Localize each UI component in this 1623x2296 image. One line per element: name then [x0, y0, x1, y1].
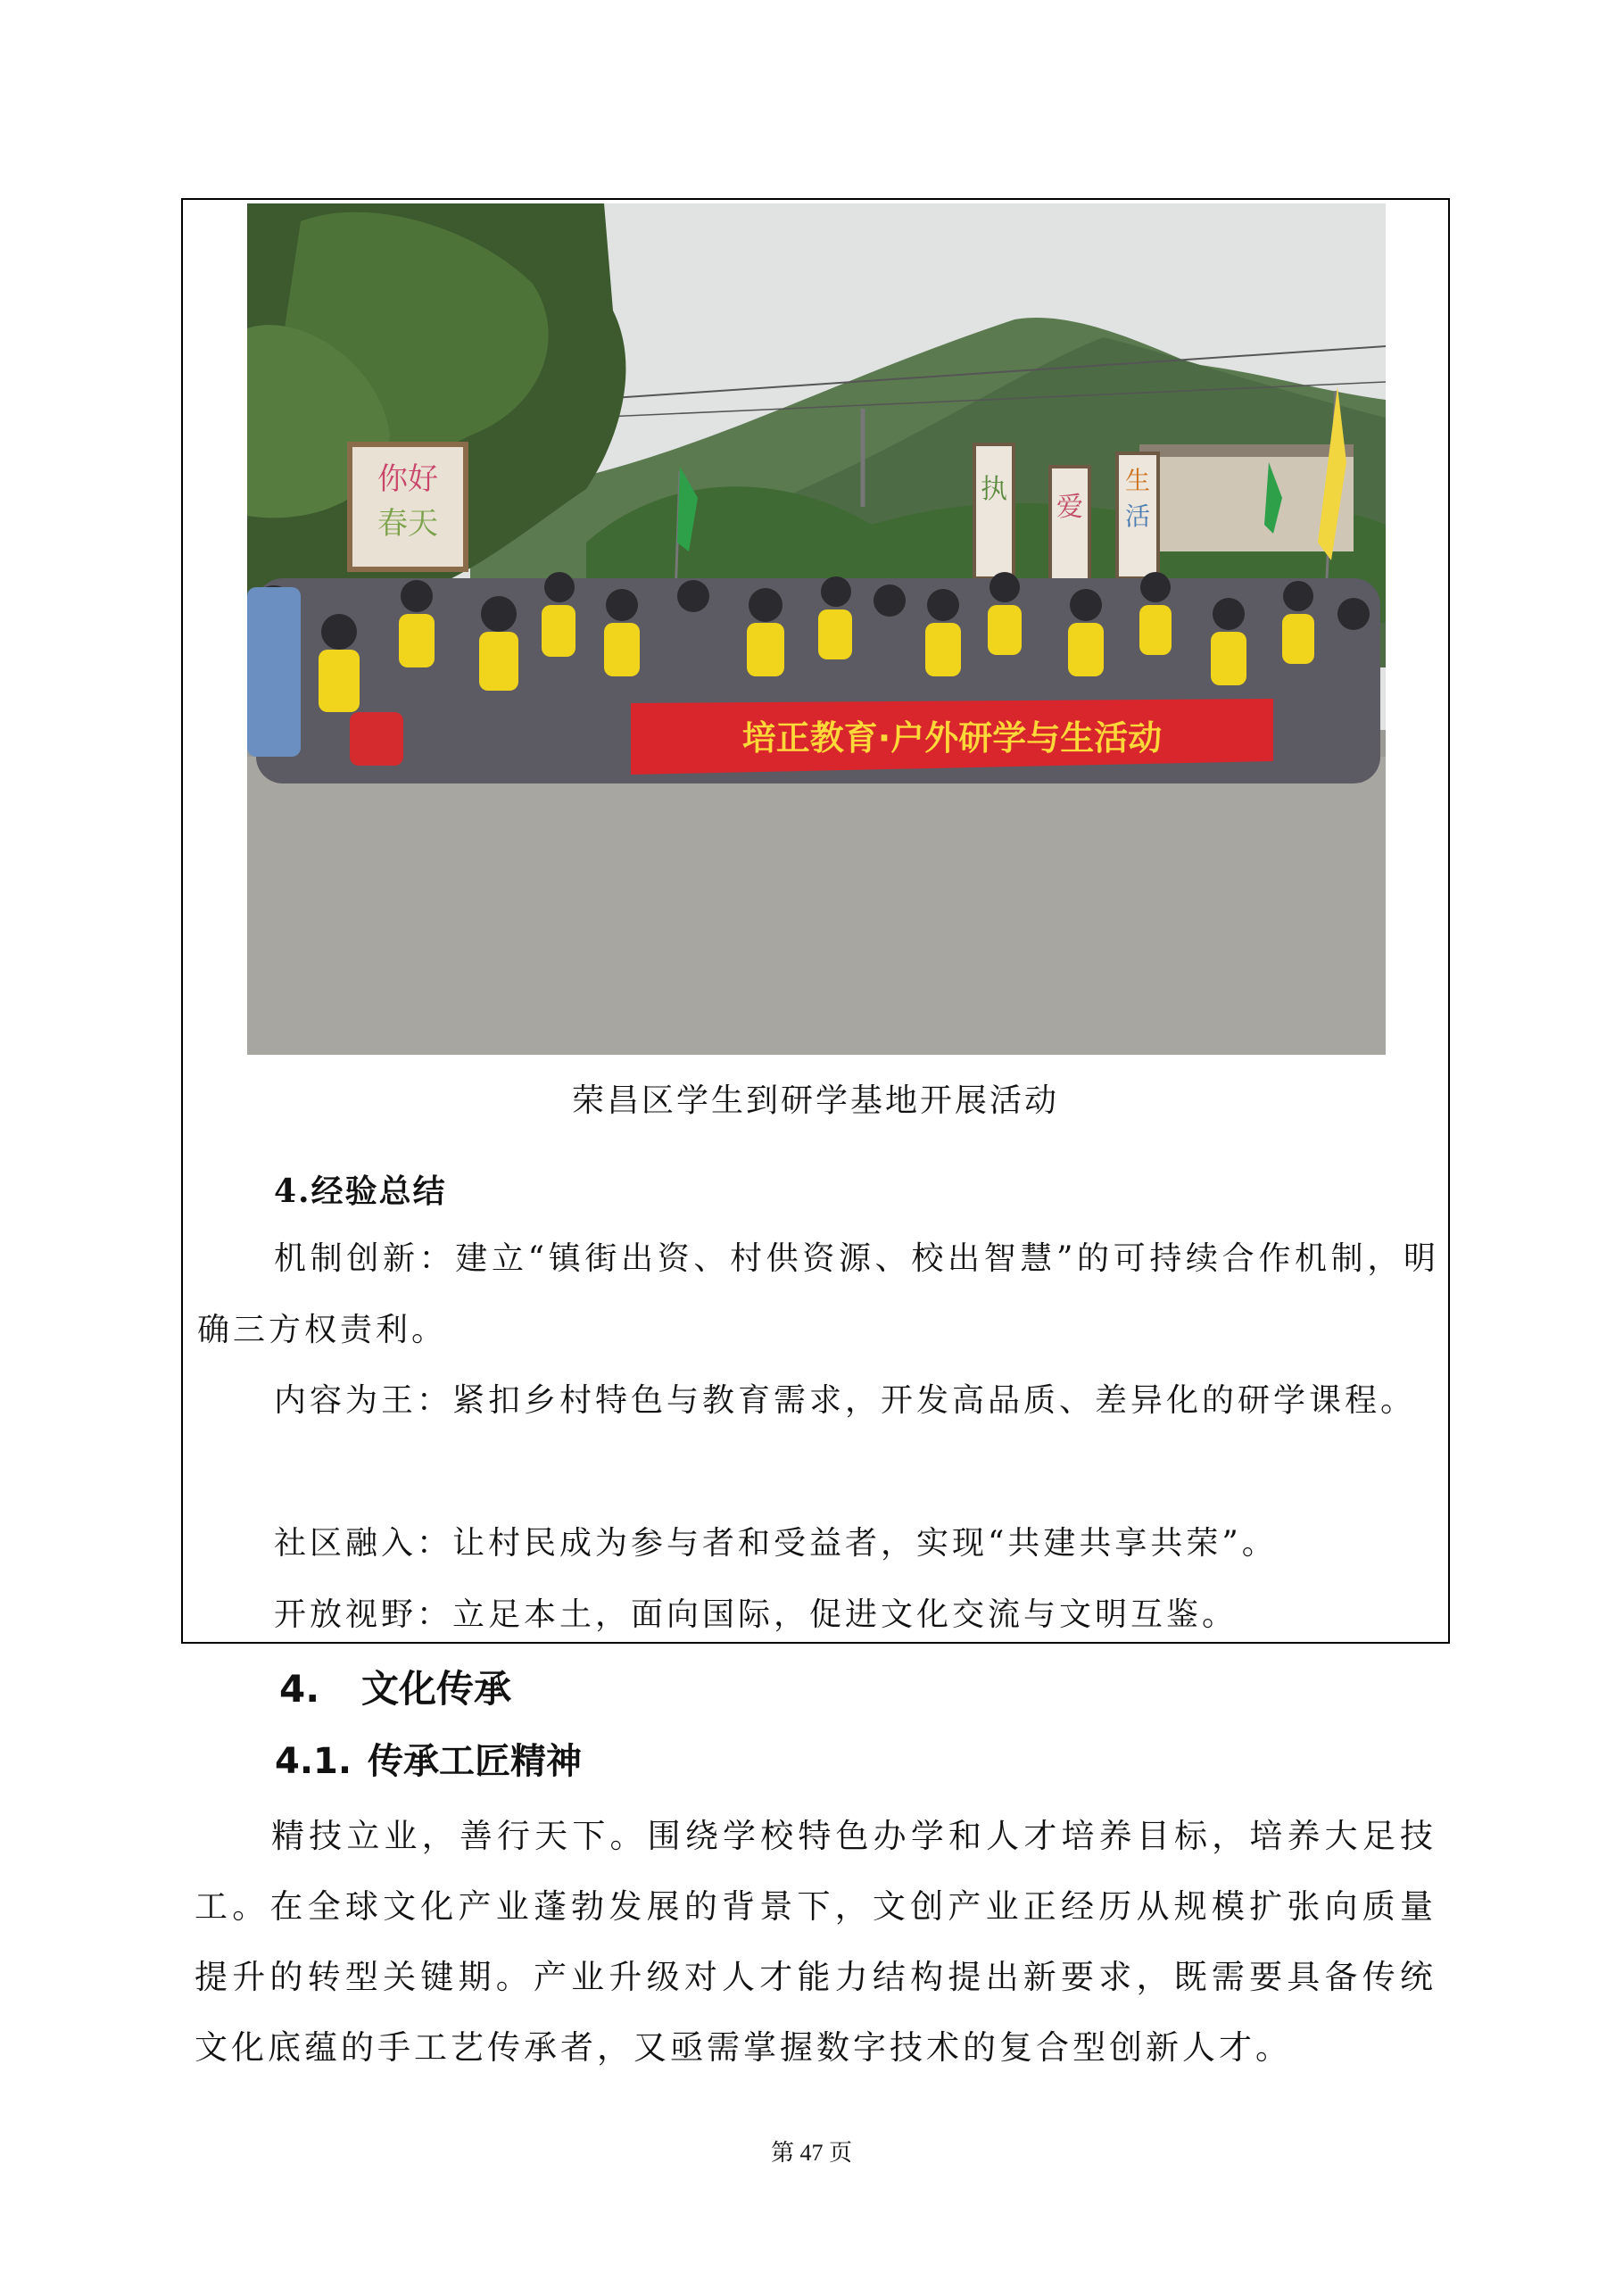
- activity-photo: [247, 203, 1386, 1055]
- photo-caption: 荣昌区学生到研学基地开展活动: [571, 1082, 1059, 1119]
- body-paragraph: 精技立业，善行天下。围绕学校特色办学和人才培养目标，培养大足技工。在全球文化产业蓬勃发展的背景下，文创产业正经历从规模扩张向质量提升的转型关键期。产业升级对人才能力结构提出新要求，既需要具备传统文化底蕴的手工艺传承者，又亟需掌握数字技术的复合型创新人才。: [195, 1817, 1437, 2067]
- paragraph-community: 社区融入：让村民成为参与者和受益者，实现“共建共享共荣”。: [274, 1525, 1278, 1562]
- case-study-box: [181, 198, 1450, 1644]
- paragraph-mechanism: 机制创新：建立“镇街出资、村供资源、校出智慧”的可持续合作机制，明确三方权责利。: [197, 1240, 1439, 1348]
- paragraph-content: 内容为王：紧扣乡村特色与教育需求，开发高品质、差异化的研学课程。: [274, 1382, 1417, 1419]
- svg-text:执: 执: [981, 474, 1007, 505]
- subheading-text: 传承工匠精神: [368, 1741, 582, 1782]
- paragraph-vision: 开放视野：立足本土，面向国际，促进文化交流与文明互鉴。: [274, 1596, 1238, 1633]
- subheading-craftsmanship: [275, 1733, 582, 1784]
- svg-text:活: 活: [1124, 501, 1151, 531]
- svg-text:你好: 你好: [377, 461, 438, 497]
- page-number: 第 47 页: [770, 2140, 852, 2166]
- svg-text:春天: 春天: [377, 506, 438, 542]
- subheading-number: 4.1.: [275, 1741, 352, 1782]
- section-heading: 4.经验总结: [274, 1173, 447, 1210]
- heading-text: 文化传承: [361, 1667, 512, 1711]
- svg-text:生: 生: [1124, 466, 1151, 495]
- heading-number: 4.: [279, 1667, 320, 1711]
- heading-culture: [279, 1660, 511, 1713]
- banner-text: 培正教育·户外研学与生活动: [741, 718, 1163, 758]
- svg-text:爱: 爱: [1056, 492, 1083, 523]
